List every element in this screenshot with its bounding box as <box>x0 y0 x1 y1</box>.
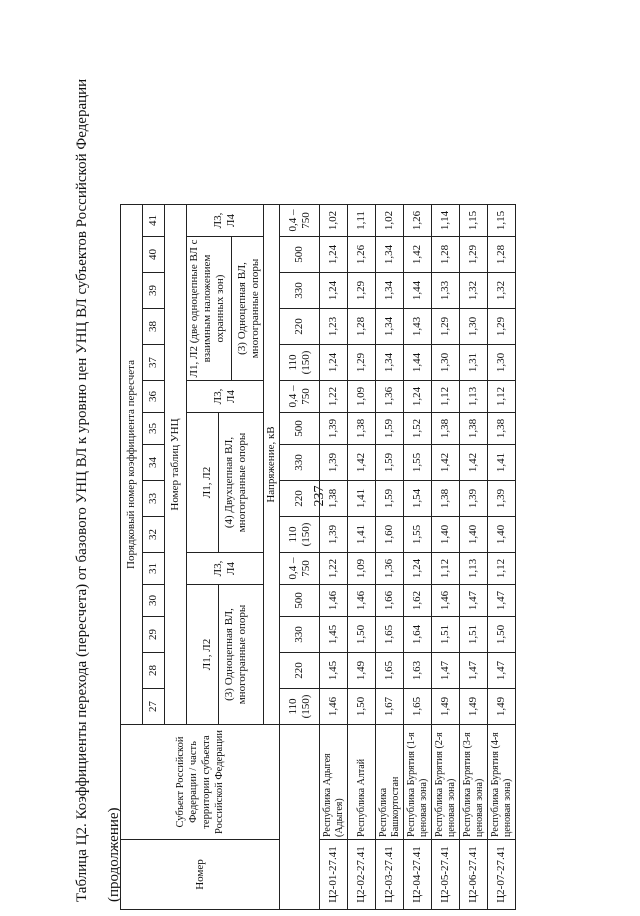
coefficient-cell: 1,38 <box>488 413 516 445</box>
header-nomer: Номер <box>121 840 280 910</box>
coefficient-cell: 1,40 <box>432 517 460 553</box>
coefficient-cell: 1,43 <box>404 309 432 345</box>
group-header <box>187 585 264 725</box>
header-ordinal: Порядковый номер коэффициента пересчета <box>121 205 143 725</box>
header-subject: Субъект Российской Федерации / часть территории субъекта Российской Федерации <box>121 725 280 840</box>
column-number: 29 <box>143 617 165 653</box>
coefficient-cell: 1,59 <box>376 445 404 481</box>
coefficient-cell: 1,46 <box>320 689 348 725</box>
coefficient-cell: 1,51 <box>432 617 460 653</box>
column-number: 41 <box>143 205 165 237</box>
coefficient-cell: 1,49 <box>460 689 488 725</box>
coefficient-cell: 1,47 <box>460 585 488 617</box>
coefficient-cell: 1,46 <box>320 585 348 617</box>
group-header <box>187 553 264 585</box>
coefficient-cell: 1,44 <box>404 345 432 381</box>
voltage-cell: 110 (150) <box>280 517 320 553</box>
coefficient-cell: 1,28 <box>432 237 460 273</box>
group-divider <box>231 237 232 380</box>
voltage-cell: 330 <box>280 617 320 653</box>
column-number: 40 <box>143 237 165 273</box>
coefficient-cell: 1,42 <box>460 445 488 481</box>
coefficient-cell: 1,39 <box>460 481 488 517</box>
coefficient-cell: 1,12 <box>488 381 516 413</box>
coefficient-cell: 1,47 <box>460 653 488 689</box>
unc-table-label: Л1, Л2 <box>201 466 213 499</box>
coefficient-cell: 1,29 <box>348 273 376 309</box>
coefficient-cell: 1,36 <box>376 553 404 585</box>
coefficient-cell: 1,42 <box>404 237 432 273</box>
header-voltage: Напряжение, кВ <box>264 205 280 725</box>
coefficient-cell: 1,29 <box>348 345 376 381</box>
column-number: 32 <box>143 517 165 553</box>
coefficient-cell: 1,55 <box>404 517 432 553</box>
table-row <box>488 205 516 910</box>
table-row <box>348 205 376 910</box>
table-row <box>404 205 432 910</box>
column-number: 35 <box>143 413 165 445</box>
column-number: 33 <box>143 481 165 517</box>
coefficient-cell: 1,65 <box>376 653 404 689</box>
coefficient-cell: 1,11 <box>348 205 376 237</box>
coefficient-cell: 1,46 <box>348 585 376 617</box>
coefficient-cell: 1,59 <box>376 413 404 445</box>
group-description: (3) Одноцепная ВЛ, многогранные опоры <box>236 258 261 359</box>
group-divider <box>218 585 219 724</box>
coefficient-cell: 1,49 <box>348 653 376 689</box>
coefficient-cell: 1,30 <box>432 345 460 381</box>
coefficient-cell: 1,38 <box>432 481 460 517</box>
row-code: Ц2-01-27.41 <box>320 840 348 910</box>
coefficient-cell: 1,22 <box>320 553 348 585</box>
group-header <box>187 205 264 237</box>
coefficient-cell: 1,15 <box>460 205 488 237</box>
coefficient-cell: 1,02 <box>320 205 348 237</box>
voltage-cell: 110 (150) <box>280 345 320 381</box>
coefficient-cell: 1,36 <box>376 381 404 413</box>
coefficient-cell: 1,09 <box>348 553 376 585</box>
coefficient-cell: 1,38 <box>320 481 348 517</box>
coefficient-cell: 1,14 <box>432 205 460 237</box>
coefficient-cell: 1,26 <box>404 205 432 237</box>
coefficient-cell: 1,24 <box>320 345 348 381</box>
coefficient-cell: 1,28 <box>488 237 516 273</box>
coefficient-cell: 1,32 <box>460 273 488 309</box>
coefficient-cell: 1,50 <box>488 617 516 653</box>
column-number: 28 <box>143 653 165 689</box>
voltage-cell: 500 <box>280 413 320 445</box>
coefficient-cell: 1,65 <box>376 617 404 653</box>
coefficient-cell: 1,39 <box>488 481 516 517</box>
row-subject: Республика Башкортостан <box>376 725 404 840</box>
coefficient-cell: 1,24 <box>320 273 348 309</box>
group-description: (4) Двухцепная ВЛ, многогранные опоры <box>223 432 248 533</box>
coefficient-cell: 1,24 <box>404 381 432 413</box>
voltage-cell: 220 <box>280 309 320 345</box>
page-number: 237 <box>312 485 327 507</box>
column-number: 34 <box>143 445 165 481</box>
row-code: Ц2-02-27.41 <box>348 840 376 910</box>
row-subject: Республика Бурятия (1-я ценовая зона) <box>404 725 432 840</box>
coefficient-cell: 1,40 <box>460 517 488 553</box>
coefficient-cell: 1,29 <box>488 309 516 345</box>
coefficient-cell: 1,55 <box>404 445 432 481</box>
coefficient-cell: 1,34 <box>376 309 404 345</box>
coefficient-cell: 1,47 <box>432 653 460 689</box>
coefficient-cell: 1,44 <box>404 273 432 309</box>
header-table-no: Номер таблиц УНЦ <box>165 205 187 725</box>
unc-table-label: Л3, Л4 <box>212 388 237 405</box>
column-number: 30 <box>143 585 165 617</box>
coefficient-cell: 1,66 <box>376 585 404 617</box>
coefficient-cell: 1,12 <box>432 553 460 585</box>
coefficient-cell: 1,38 <box>432 413 460 445</box>
coefficient-cell: 1,45 <box>320 653 348 689</box>
group-divider <box>218 413 219 552</box>
table-row <box>376 205 404 910</box>
coefficient-cell: 1,64 <box>404 617 432 653</box>
coefficient-cell: 1,31 <box>460 345 488 381</box>
table-caption: Таблица Ц2. Коэффициенты перехода (пересчета) от базового УНЦ ВЛ к уровню цен УНЦ ВЛ субъектов Российской Федерации (продолжение) <box>74 78 122 902</box>
row-subject: Республика Бурятия (2-я ценовая зона) <box>432 725 460 840</box>
coefficient-cell: 1,49 <box>488 689 516 725</box>
coefficient-cell: 1,13 <box>460 553 488 585</box>
coefficient-cell: 1,51 <box>460 617 488 653</box>
coefficient-cell: 1,67 <box>376 689 404 725</box>
column-number: 38 <box>143 309 165 345</box>
row-code: Ц2-06-27.41 <box>460 840 488 910</box>
coefficient-cell: 1,02 <box>376 205 404 237</box>
coefficient-cell: 1,24 <box>320 237 348 273</box>
voltage-cell: 220 <box>280 653 320 689</box>
coefficient-cell: 1,46 <box>432 585 460 617</box>
coefficient-cell: 1,62 <box>404 585 432 617</box>
row-code: Ц2-04-27.41 <box>404 840 432 910</box>
voltage-cell: 0,4 – 750 <box>280 553 320 585</box>
coefficient-cell: 1,29 <box>432 309 460 345</box>
coefficient-cell: 1,54 <box>404 481 432 517</box>
coefficient-cell: 1,15 <box>488 205 516 237</box>
voltage-cell: 110 (150) <box>280 689 320 725</box>
coefficient-cell: 1,63 <box>404 653 432 689</box>
coefficient-cell: 1,23 <box>320 309 348 345</box>
coefficient-cell: 1,12 <box>432 381 460 413</box>
coefficient-cell: 1,30 <box>488 345 516 381</box>
coefficient-cell: 1,34 <box>376 237 404 273</box>
coefficient-cell: 1,41 <box>348 517 376 553</box>
row-subject: Республика Алтай <box>348 725 376 840</box>
coefficient-cell: 1,34 <box>376 345 404 381</box>
unc-table-label: Л1, Л2 <box>201 638 213 671</box>
unc-table-label: Л1, Л2 (две одноцепные ВЛ с взаимным наложением охранных зон) <box>188 239 226 378</box>
coefficient-cell: 1,26 <box>348 237 376 273</box>
unc-table-label: Л3, Л4 <box>212 560 237 577</box>
volts-spacer <box>280 725 320 910</box>
unc-table-label: Л3, Л4 <box>212 212 237 229</box>
coefficient-cell: 1,09 <box>348 381 376 413</box>
voltage-cell: 0,4 – 750 <box>280 381 320 413</box>
coefficient-cell: 1,42 <box>348 445 376 481</box>
row-code: Ц2-07-27.41 <box>488 840 516 910</box>
row-subject: Республика Адыгея (Адыгея) <box>320 725 348 840</box>
coefficient-cell: 1,41 <box>348 481 376 517</box>
row-code: Ц2-03-27.41 <box>376 840 404 910</box>
coefficient-cell: 1,38 <box>348 413 376 445</box>
column-number: 27 <box>143 689 165 725</box>
table-row <box>320 205 348 910</box>
group-header <box>187 413 264 553</box>
coefficient-cell: 1,34 <box>376 273 404 309</box>
coefficient-cell: 1,38 <box>460 413 488 445</box>
coefficient-cell: 1,50 <box>348 689 376 725</box>
group-description: (3) Одноцепная ВЛ, многогранные опоры <box>223 604 248 705</box>
coefficient-cell: 1,22 <box>320 381 348 413</box>
coefficient-cell: 1,52 <box>404 413 432 445</box>
table-row <box>460 205 488 910</box>
row-subject: Республика Бурятия (3-я ценовая зона) <box>460 725 488 840</box>
coefficient-cell: 1,42 <box>432 445 460 481</box>
coefficient-cell: 1,45 <box>320 617 348 653</box>
group-header <box>187 381 264 413</box>
voltage-cell: 330 <box>280 445 320 481</box>
voltage-cell: 220 <box>280 481 320 517</box>
coefficient-cell: 1,39 <box>320 413 348 445</box>
coefficient-cell: 1,65 <box>404 689 432 725</box>
coefficient-cell: 1,28 <box>348 309 376 345</box>
coefficient-cell: 1,50 <box>348 617 376 653</box>
coefficient-cell: 1,59 <box>376 481 404 517</box>
voltage-cell: 330 <box>280 273 320 309</box>
column-number: 39 <box>143 273 165 309</box>
coefficient-cell: 1,47 <box>488 653 516 689</box>
column-number: 37 <box>143 345 165 381</box>
coefficient-cell: 1,39 <box>320 517 348 553</box>
coefficient-cell: 1,33 <box>432 273 460 309</box>
coefficient-cell: 1,24 <box>404 553 432 585</box>
coefficient-cell: 1,13 <box>460 381 488 413</box>
coefficient-cell: 1,29 <box>460 237 488 273</box>
voltage-cell: 500 <box>280 237 320 273</box>
row-subject: Республика Бурятия (4-я ценовая зона) <box>488 725 516 840</box>
column-number: 36 <box>143 381 165 413</box>
coefficient-cell: 1,41 <box>488 445 516 481</box>
coefficients-table <box>120 204 516 910</box>
coefficient-cell: 1,47 <box>488 585 516 617</box>
row-code: Ц2-05-27.41 <box>432 840 460 910</box>
voltage-cell: 0,4 – 750 <box>280 205 320 237</box>
group-header <box>187 237 264 381</box>
coefficient-cell: 1,12 <box>488 553 516 585</box>
coefficient-cell: 1,30 <box>460 309 488 345</box>
voltage-cell: 500 <box>280 585 320 617</box>
table-row <box>432 205 460 910</box>
coefficient-cell: 1,60 <box>376 517 404 553</box>
column-number: 31 <box>143 553 165 585</box>
coefficient-cell: 1,40 <box>488 517 516 553</box>
coefficient-cell: 1,49 <box>432 689 460 725</box>
coefficient-cell: 1,39 <box>320 445 348 481</box>
coefficient-cell: 1,32 <box>488 273 516 309</box>
